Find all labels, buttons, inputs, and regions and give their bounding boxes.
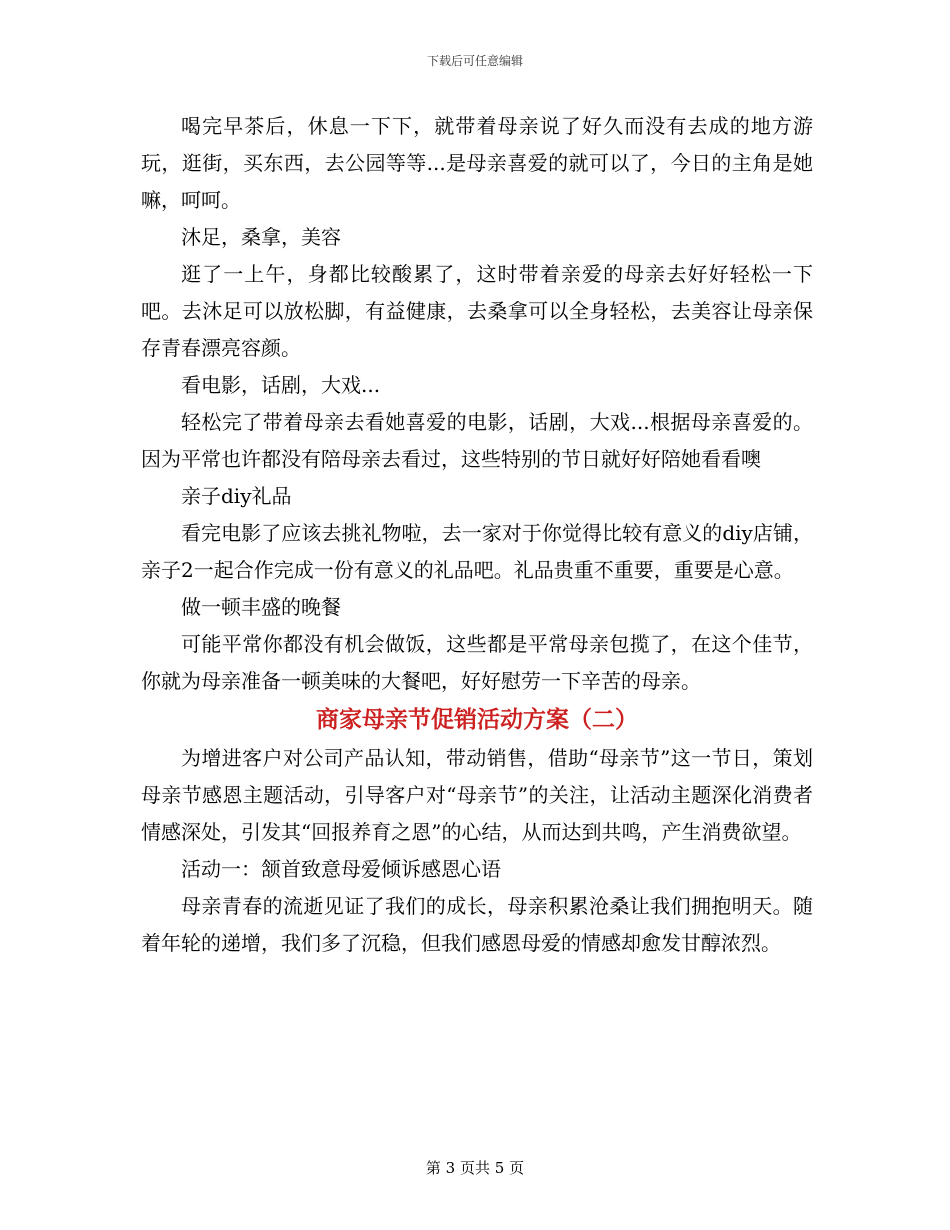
paragraph: 喝完早茶后，休息一下下，就带着母亲说了好久而没有去成的地方游玩，逛街，买东西，去公园等等...是母亲喜爱的就可以了，今日的主角是她嘛，呵呵。 xyxy=(141,114,813,212)
subheading: 看电影，话剧，大戏... xyxy=(181,373,381,397)
subheading: 活动一：颔首致意母爱倾诉感恩心语 xyxy=(181,857,501,881)
paragraph: 逛了一上午，身都比较酸累了，这时带着亲爱的母亲去好好轻松一下吧。去沐足可以放松脚，有益健康，去桑拿可以全身轻松，去美容让母亲保存青春漂亮容颜。 xyxy=(141,262,813,360)
paragraph: 看完电影了应该去挑礼物啦，去一家对于你觉得比较有意义的diy店铺，亲子2一起合作完成一份有意义的礼品吧。礼品贵重不重要，重要是心意。 xyxy=(141,521,813,582)
paragraph: 轻松完了带着母亲去看她喜爱的电影，话剧，大戏...根据母亲喜爱的。因为平常也许都没有陪母亲去看过，这些特别的节日就好好陪她看看噢 xyxy=(141,410,813,471)
paragraph: 为增进客户对公司产品认知，带动销售，借助“母亲节”这一节日，策划母亲节感恩主题活动，引导客户对“母亲节”的关注，让活动主题深化消费者情感深处，引发其“回报养育之恩”的心结，从而达到共鸣，产生消费欲望。 xyxy=(141,746,813,844)
page-footer: 第 3 页共 5 页 xyxy=(425,1159,525,1177)
subheading: 沐足，桑拿，美容 xyxy=(181,225,341,249)
page-header: 下载后可任意编辑 xyxy=(426,54,523,68)
paragraph: 可能平常你都没有机会做饭，这些都是平常母亲包揽了，在这个佳节，你就为母亲准备一顿美味的大餐吧，好好慰劳一下辛苦的母亲。 xyxy=(141,632,813,693)
subheading: 做一顿丰盛的晚餐 xyxy=(181,595,341,619)
section-title: 商家母亲节促销活动方案（二） xyxy=(316,707,638,733)
subheading: 亲子diy礼品 xyxy=(181,484,292,508)
paragraph: 母亲青春的流逝见证了我们的成长，母亲积累沧桑让我们拥抱明天。随着年轮的递增，我们多了沉稳，但我们感恩母爱的情感却愈发甘醇浓烈。 xyxy=(141,894,813,955)
document-body xyxy=(141,108,813,962)
